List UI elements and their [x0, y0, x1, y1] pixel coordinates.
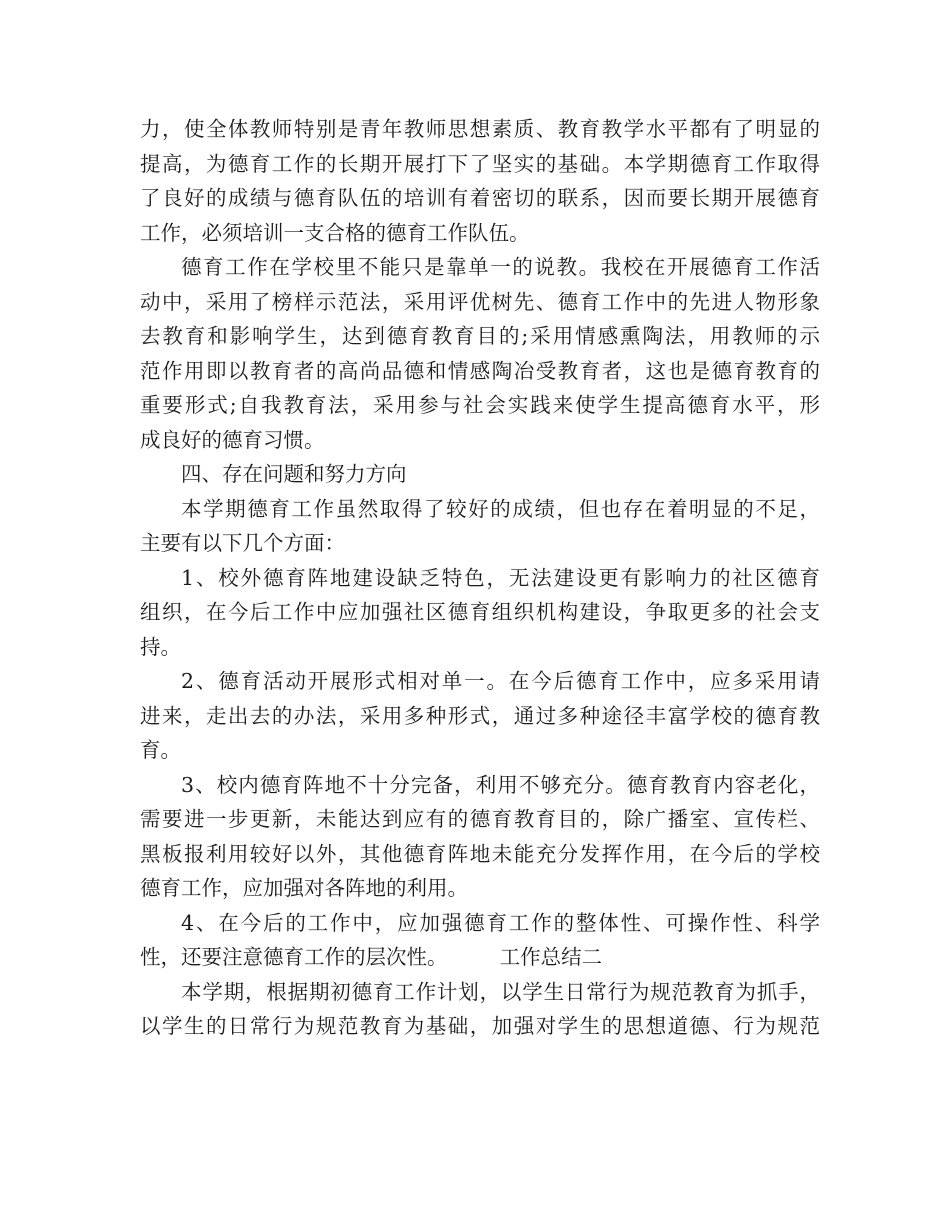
text-line: 四、存在问题和努力方向	[181, 462, 407, 486]
text-line: 持。	[140, 634, 181, 659]
text-line: 性，还要注意德育工作的层次性。 工作总结二	[140, 945, 603, 969]
text-line: 工作，必须培训一支合格的德育工作队伍。	[140, 220, 530, 245]
text-line: 成良好的德育习惯。	[140, 427, 325, 452]
text-line: 以学生的日常行为规范教育为基础，加强对学生的思想道德、行为规范	[140, 1014, 820, 1038]
text-line: 提高，为德育工作的长期开展打下了坚实的基础。本学期德育工作取得	[140, 151, 820, 176]
text-line: 动中，采用了榜样示范法，采用评优树先、德育工作中的先进人物形象	[140, 289, 820, 314]
text-line: 3、校内德育阵地不十分完备，利用不够充分。德育教育内容老化，	[181, 772, 820, 797]
text-line: 组织，在今后工作中应加强社区德育组织机构建设，争取更多的社会支	[140, 600, 820, 624]
text-line: 去教育和影响学生，达到德育教育目的;采用情感熏陶法，用教师的示	[140, 324, 820, 348]
text-line: 4、在今后的工作中，应加强德育工作的整体性、可操作性、科学	[181, 910, 820, 935]
text-line: 1、校外德育阵地建设缺乏特色，无法建设更有影响力的社区德育	[181, 565, 820, 590]
text-line: 本学期德育工作虽然取得了较好的成绩，但也存在着明显的不足，	[181, 496, 820, 521]
text-line: 力，使全体教师特别是青年教师思想素质、教育教学水平都有了明显的	[140, 117, 820, 141]
text-line: 黑板报利用较好以外，其他德育阵地未能充分发挥作用，在今后的学校	[140, 841, 820, 866]
document-body	[140, 112, 820, 1044]
text-line: 德育工作，应加强对各阵地的利用。	[140, 876, 468, 900]
text-line: 主要有以下几个方面：	[140, 531, 345, 555]
text-line: 范作用即以教育者的高尚品德和情感陶冶受教育者，这也是德育教育的	[140, 358, 820, 383]
text-line: 德育工作在学校里不能只是靠单一的说教。我校在开展德育工作活	[181, 255, 820, 279]
text-line: 重要形式;自我教育法，采用参与社会实践来使学生提高德育水平，形	[140, 393, 820, 417]
text-line: 2、德育活动开展形式相对单一。在今后德育工作中，应多采用请	[181, 669, 820, 693]
text-line: 需要进一步更新，未能达到应有的德育教育目的，除广播室、宣传栏、	[140, 807, 820, 831]
text-line: 育。	[140, 738, 181, 762]
text-line: 本学期，根据期初德育工作计划，以学生日常行为规范教育为抓手，	[181, 979, 820, 1004]
text-line: 了良好的成绩与德育队伍的培训有着密切的联系，因而要长期开展德育	[140, 186, 820, 210]
text-line: 进来，走出去的办法，采用多种形式，通过多种途径丰富学校的德育教	[140, 703, 820, 728]
